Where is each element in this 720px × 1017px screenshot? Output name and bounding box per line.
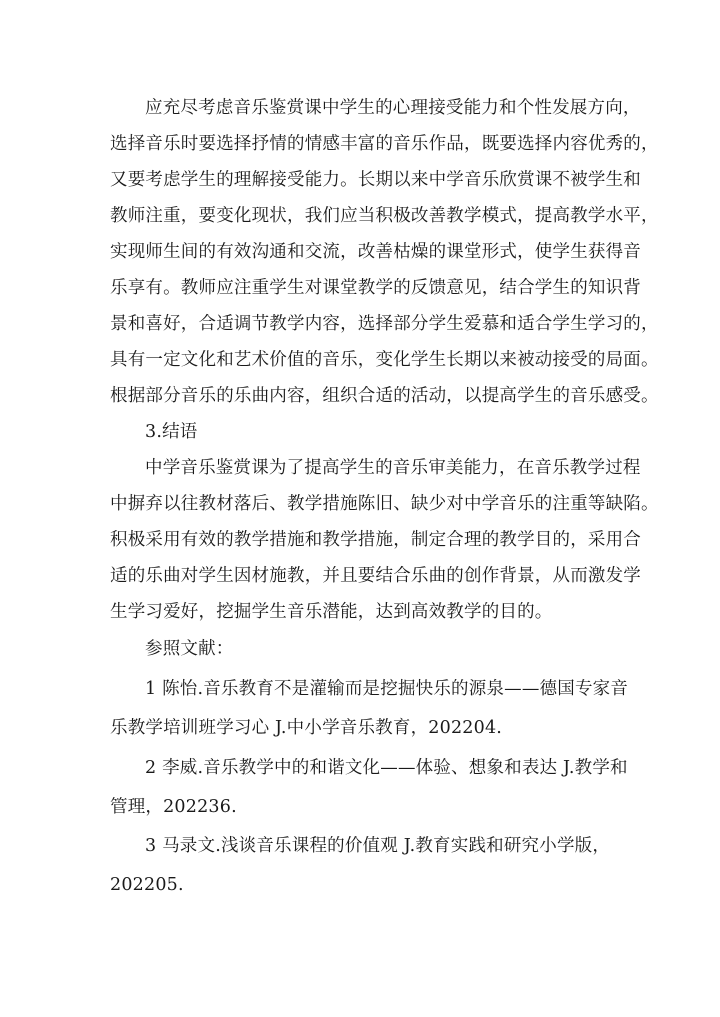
- reference-1-line-2: 乐教学培训班学习心 J.中小学音乐教育，202204.: [110, 718, 503, 738]
- paragraph-2-line-3: 积极采用有效的教学措施和教学措施，制定合理的教学目的，采用合: [110, 530, 641, 550]
- paragraph-1-line-7: 景和喜好，合适调节教学内容，选择部分学生爱慕和适合学生学习的，: [110, 314, 659, 334]
- paragraph-1-line-9: 根据部分音乐的乐曲内容，组织合适的活动，以提高学生的音乐感受。: [110, 386, 659, 406]
- reference-3-line-1: 3 马录文.浅谈音乐课程的价值观 J.教育实践和研究小学版，: [145, 836, 611, 856]
- reference-1-line-1: 1 陈怡.音乐教育不是灌输而是挖掘快乐的源泉——德国专家音: [145, 679, 629, 699]
- paragraph-2-line-4: 适的乐曲对学生因材施教，并且要结合乐曲的创作背景，从而激发学: [110, 566, 641, 586]
- paragraph-2-line-2: 中摒弃以往教材落后、教学措施陈旧、缺少对中学音乐的注重等缺陷。: [110, 494, 659, 514]
- paragraph-1-line-1: 应充尽考虑音乐鉴赏课中学生的心理接受能力和个性发展方向，: [145, 98, 641, 118]
- section-heading-conclusion: 3.结语: [145, 422, 198, 442]
- paragraph-1-line-2: 选择音乐时要选择抒情的情感丰富的音乐作品，既要选择内容优秀的，: [110, 134, 659, 154]
- paragraph-1-line-3: 又要考虑学生的理解接受能力。长期以来中学音乐欣赏课不被学生和: [110, 170, 641, 190]
- paragraph-2-line-1: 中学音乐鉴赏课为了提高学生的音乐审美能力，在音乐教学过程: [145, 458, 641, 478]
- paragraph-1-line-4: 教师注重，要变化现状，我们应当积极改善教学模式，提高教学水平，: [110, 206, 659, 226]
- paragraph-1-line-5: 实现师生间的有效沟通和交流，改善枯燥的课堂形式，使学生获得音: [110, 242, 641, 262]
- paragraph-2-line-5: 生学习爱好，挖掘学生音乐潜能，达到高效教学的目的。: [110, 602, 553, 622]
- paragraph-1-line-8: 具有一定文化和艺术价值的音乐，变化学生长期以来被动接受的局面。: [110, 350, 659, 370]
- reference-2-line-1: 2 李威.音乐教学中的和谐文化——体验、想象和表达 J.教学和: [145, 758, 628, 778]
- references-heading: 参照文献：: [145, 639, 234, 659]
- paragraph-1-line-6: 乐享有。教师应注重学生对课堂教学的反馈意见，结合学生的知识背: [110, 278, 641, 298]
- reference-2-line-2: 管理，202236.: [110, 797, 237, 817]
- reference-3-line-2: 202205.: [110, 875, 184, 895]
